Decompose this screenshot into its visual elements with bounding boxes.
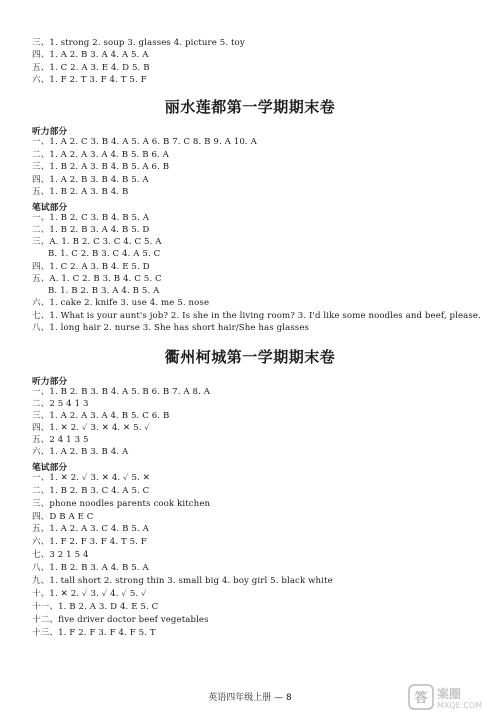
- answer-line: 五、A. 1. C 2. B 3. B 4. C 5. C: [32, 274, 162, 284]
- answer-line: 二、1. B 2. B 3. C 4. A 5. C: [32, 486, 150, 496]
- answer-line: 五、1. B 2. A 3. B 4. B: [32, 187, 129, 197]
- answer-line: 六、1. F 2. F 3. F 4. T 5. F: [32, 537, 147, 547]
- section-label: 听力部分: [32, 127, 68, 137]
- answer-line: 四、1. A 2. B 3. A 4. A 5. A: [32, 50, 149, 60]
- answer-line: 六、1. F 2. T 3. F 4. T 5. F: [32, 75, 147, 85]
- answer-line: 一、1. A 2. C 3. B 4. A 5. A 6. B 7. C 8. B 9. A 10. A: [32, 137, 257, 147]
- section-title: 衢州柯城第一学期期末卷: [164, 348, 336, 366]
- answer-line: 十、1. ✕ 2. ✓ 3. ✓ 4. ✓ 5. ✓: [32, 589, 147, 599]
- answer-line: 三、1. strong 2. soup 3. glasses 4. picture 5. toy: [32, 38, 245, 48]
- answer-line: 三、1. B 2. A 3. B 4. B 5. A 6. B: [32, 162, 170, 172]
- answer-line: 七、1. What is your aunt's job? 2. Is she in the living room? 3. I'd like some noodles and beef, please.: [32, 311, 481, 321]
- answer-line: 一、1. B 2. B 3. B 4. A 5. B 6. B 7. A 8. A: [32, 387, 211, 397]
- answer-line: 五、1. C 2. A 3. E 4. D 5. B: [32, 63, 150, 73]
- answer-line: 四、1. ✕ 2. ✓ 3. ✕ 4. ✕ 5. ✓: [32, 423, 151, 433]
- answer-line: 六、1. A 2. B 3. B 4. A: [32, 447, 129, 457]
- answer-line: 一、1. B 2. C 3. B 4. B 5. A: [32, 213, 150, 223]
- section-label: 笔试部分: [32, 463, 68, 473]
- answer-line: 八、1. B 2. B 3. A 4. B 5. A: [32, 563, 149, 573]
- answer-line: 五、2 4 1 3 5: [32, 435, 89, 445]
- svg-text:答: 答: [414, 691, 428, 706]
- answer-line: 六、1. cake 2. knife 3. use 4. me 5. nose: [32, 298, 210, 308]
- answer-line: 四、D B A E C: [32, 512, 94, 522]
- answer-line: 八、1. long hair 2. nurse 3. She has short hair/She has glasses: [32, 323, 310, 333]
- answer-line: 一、1. ✕ 2. ✓ 3. ✕ 4. ✓ 5. ✕: [32, 473, 151, 483]
- section-label: 听力部分: [32, 377, 68, 387]
- answer-line: 十二、five driver doctor beef vegetables: [32, 615, 209, 625]
- answer-line: 九、1. tall short 2. strong thin 3. small big 4. boy girl 5. black white: [32, 576, 333, 586]
- answer-line: 三、1. A 2. A 3. A 4. B 5. C 6. B: [32, 411, 170, 421]
- svg-text:案圈: 案圈: [437, 687, 462, 701]
- watermark-logo: [408, 684, 490, 710]
- answer-line: 四、1. C 2. A 3. B 4. E 5. D: [32, 262, 150, 272]
- answer-line: 二、2 5 4 1 3: [32, 399, 89, 409]
- answer-line: 十三、1. F 2. F 3. F 4. F 5. T: [32, 628, 156, 638]
- answer-line: 十一、1. B 2. A 3. D 4. E 5. C: [32, 602, 159, 612]
- answer-line: 三、A. 1. B 2. C 3. C 4. C 5. A: [32, 237, 162, 247]
- section-label: 笔试部分: [32, 203, 68, 213]
- answer-line: B. 1. B 2. B 3. A 4. B 5. A: [48, 286, 160, 296]
- answer-line: 二、1. A 2. A 3. A 4. B 5. B 6. A: [32, 150, 169, 160]
- answer-line: 五、1. A 2. A 3. C 4. B 5. A: [32, 524, 149, 534]
- svg-text:MXQE.COM: MXQE.COM: [437, 701, 483, 710]
- answer-line: B. 1. C 2. B 3. C 4. A 5. C: [48, 249, 161, 259]
- answer-line: 三、phone noodles parents cook kitchen: [32, 499, 211, 509]
- section-title: 丽水莲都第一学期期末卷: [164, 98, 336, 116]
- answer-line: 二、1. B 2. B 3. A 4. B 5. D: [32, 225, 150, 235]
- answer-line: 四、1. A 2. B 3. B 4. B 5. A: [32, 175, 149, 185]
- page-footer: 英语四年级上册 — 8: [208, 693, 292, 703]
- answer-line: 七、3 2 1 5 4: [32, 550, 89, 560]
